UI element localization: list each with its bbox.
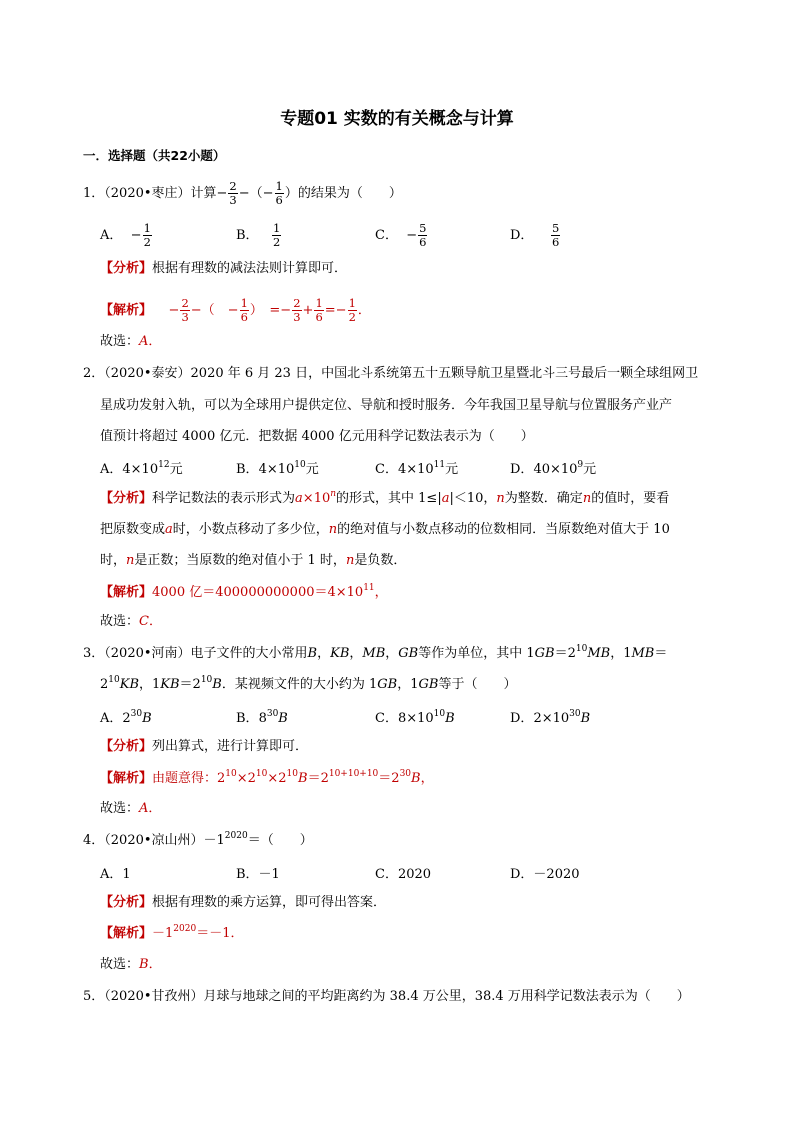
q3-l1-c3: ， bbox=[385, 646, 399, 661]
q2-option-c-base: 4×10 bbox=[397, 462, 434, 477]
q3-option-a-exp: 30 bbox=[130, 709, 143, 719]
q3-option-d-unit: B bbox=[580, 711, 591, 726]
q1-option-d bbox=[510, 222, 561, 249]
q3-l1-mid2: ，1 bbox=[610, 646, 632, 661]
q2-option-d bbox=[510, 458, 596, 477]
q3-l2-kb: KB bbox=[119, 677, 139, 692]
q1-sol-f2n: 1 bbox=[240, 296, 248, 310]
q1-sol-p4: + bbox=[302, 303, 314, 318]
q1-option-a-num: 1 bbox=[143, 221, 151, 235]
q3-option-c-exp: 10 bbox=[433, 709, 446, 719]
q3-l1-gb: GB bbox=[398, 646, 419, 661]
q2-a2-a: a bbox=[165, 522, 173, 537]
q1-option-c-label: C． bbox=[375, 228, 398, 243]
q3-l2-gb2: GB bbox=[418, 677, 439, 692]
q1-analysis-tag: 【分析】 bbox=[100, 261, 153, 276]
q2-sol-end: ， bbox=[374, 585, 388, 600]
q1-sol-p1: − bbox=[168, 303, 180, 318]
q2-option-b-unit: 元 bbox=[305, 462, 319, 477]
q3-l1-pre: 3．（2020•河南）电子文件的大小常用 bbox=[83, 646, 308, 661]
q1-option-a-sign: − bbox=[130, 228, 142, 243]
q3-l2-gb: GB bbox=[377, 677, 398, 692]
q3-solution bbox=[100, 770, 434, 788]
q4-stem-end: ＝（ ） bbox=[247, 833, 313, 848]
q3-l1-mb3: MB bbox=[631, 646, 655, 661]
q3-option-b-label: B． bbox=[236, 711, 259, 726]
q4-analysis-text: 根据有理数的乘方运算，即可得出答案． bbox=[152, 895, 387, 910]
q2-option-c-exp: 11 bbox=[433, 460, 446, 470]
q3-l2-mid: ，1 bbox=[139, 677, 161, 692]
q3-l1-mid: 等作为单位，其中 1 bbox=[418, 646, 535, 661]
q2-solution-tag: 【解析】 bbox=[100, 585, 153, 600]
q2-a3-pre: 时， bbox=[100, 553, 127, 568]
q3-l1-c1: ， bbox=[317, 646, 331, 661]
q1-option-c bbox=[375, 222, 428, 249]
q4-answer-prefix: 故选： bbox=[100, 957, 140, 972]
q2-option-b bbox=[236, 458, 319, 477]
question-4-stem bbox=[83, 832, 313, 850]
section-heading: 一．选择题（共22小题） bbox=[83, 148, 226, 163]
q1-sol-f4d: 6 bbox=[315, 310, 323, 324]
question-3-line-1 bbox=[83, 645, 667, 663]
q2-option-c-label: C． bbox=[375, 462, 398, 477]
q2-option-b-base: 4×10 bbox=[258, 462, 295, 477]
q2-analysis-line-3 bbox=[100, 552, 406, 570]
q3-sol-b2: B bbox=[411, 771, 421, 786]
q1-sol-frac4 bbox=[314, 297, 323, 324]
q1-sol-f2d: 6 bbox=[240, 310, 248, 324]
q4-stem-pre: 4．（2020•凉山州）－1 bbox=[83, 833, 225, 848]
q3-option-d-base: 2×10 bbox=[533, 711, 570, 726]
q2-a3-mid: 是正数；当原数的绝对值小于 1 时， bbox=[134, 553, 346, 568]
q3-option-d-label: D． bbox=[510, 711, 534, 726]
q1-sol-frac1 bbox=[180, 297, 189, 324]
q3-sol-eq2: ＝2 bbox=[378, 771, 400, 786]
q4-option-d: D．－2020 bbox=[510, 867, 580, 882]
q1-answer bbox=[100, 333, 161, 351]
q2-a3-n: n bbox=[126, 553, 135, 568]
q2-answer-value: C bbox=[139, 614, 149, 629]
q1-sol-f1d: 3 bbox=[181, 310, 189, 324]
q1-option-c-den: 6 bbox=[419, 235, 427, 249]
q1-sol-frac3 bbox=[292, 297, 301, 324]
q3-option-a-unit: B bbox=[142, 711, 152, 726]
q4-analysis-tag: 【分析】 bbox=[100, 895, 153, 910]
q2-option-b-exp: 10 bbox=[294, 460, 306, 470]
q1-analysis bbox=[100, 260, 347, 278]
q2-option-a-exp: 12 bbox=[158, 460, 170, 470]
q1-option-a-den: 2 bbox=[143, 235, 151, 249]
q2-option-d-exp: 9 bbox=[577, 460, 584, 470]
q2-a3-end: 是负数． bbox=[354, 553, 407, 568]
q3-l2-kb2: KB bbox=[160, 677, 180, 692]
q1-option-a-label: A． bbox=[100, 228, 123, 243]
q3-option-c-label: C． bbox=[375, 711, 398, 726]
q2-a2-n: n bbox=[328, 522, 338, 537]
q3-option-c-unit: B bbox=[445, 711, 455, 726]
q1-option-d-den: 6 bbox=[551, 235, 560, 249]
q3-l2-mid2: ．某视频文件的大小约为 1 bbox=[221, 677, 378, 692]
q1-option-c-num: 5 bbox=[419, 221, 427, 235]
q2-solution bbox=[100, 584, 388, 602]
q1-frac1-num: 2 bbox=[229, 179, 237, 193]
q4-sol-end: ＝－1． bbox=[196, 926, 244, 941]
q2-option-a-label: A． bbox=[100, 462, 123, 477]
q3-sol-pre: 由题意得：2 bbox=[152, 771, 226, 786]
q4-sol-exp: 2020 bbox=[173, 924, 197, 934]
q4-option-c: C．2020 bbox=[375, 867, 432, 882]
q1-option-a-fraction bbox=[143, 222, 152, 249]
q2-a2-mid: 时，小数点移动了多少位， bbox=[172, 522, 329, 537]
q3-l2-b: B bbox=[212, 677, 222, 692]
q3-analysis bbox=[100, 738, 308, 756]
question-1-stem bbox=[83, 180, 402, 207]
q1-option-b-num: 1 bbox=[272, 221, 281, 235]
q3-l2-exp2: 10 bbox=[200, 675, 213, 685]
q1-sol-f3n: 2 bbox=[293, 296, 301, 310]
q4-stem-exp: 2020 bbox=[224, 831, 248, 841]
q1-frac2-num: 1 bbox=[275, 179, 283, 193]
q3-l1-gb2: GB bbox=[534, 646, 555, 661]
q1-stem-prefix: 1．（2020•枣庄）计算− bbox=[83, 186, 228, 201]
q1-sol-p6: ． bbox=[357, 303, 371, 318]
q2-analysis-tag: 【分析】 bbox=[100, 491, 153, 506]
q3-sol-eq: ＝2 bbox=[307, 771, 329, 786]
q2-a1-n3: n bbox=[582, 491, 592, 506]
q1-option-d-label: D． bbox=[510, 228, 534, 243]
q2-option-d-base: 40×10 bbox=[533, 462, 578, 477]
q2-analysis-line-1 bbox=[100, 490, 669, 508]
q1-stem-suffix: ）的结果为（ ） bbox=[284, 186, 402, 201]
q3-l1-c2: ， bbox=[349, 646, 363, 661]
q1-option-c-sign: − bbox=[406, 228, 418, 243]
q1-answer-value: A bbox=[139, 334, 149, 349]
q4-answer bbox=[100, 956, 162, 974]
q3-option-b-exp: 30 bbox=[266, 709, 279, 719]
q3-l2-exp: 10 bbox=[108, 675, 120, 685]
q2-a3-n2: n bbox=[345, 553, 355, 568]
q3-option-c bbox=[375, 707, 455, 726]
q3-answer-suffix: ． bbox=[148, 801, 162, 816]
q3-answer bbox=[100, 800, 161, 818]
q2-option-a bbox=[100, 458, 183, 477]
q1-analysis-text: 根据有理数的减法法则计算即可． bbox=[152, 261, 348, 276]
q1-frac2-den: 6 bbox=[275, 193, 283, 207]
page-title: 专题01 实数的有关概念与计算 bbox=[280, 109, 514, 129]
q3-l1-mb: MB bbox=[362, 646, 386, 661]
q1-option-b bbox=[236, 222, 282, 249]
q1-sol-p5: =− bbox=[324, 303, 347, 318]
q3-l2-base: 2 bbox=[100, 677, 109, 692]
q3-option-b bbox=[236, 707, 288, 726]
q4-sol-pre: －1 bbox=[152, 926, 174, 941]
q2-a1-a: a bbox=[295, 491, 303, 506]
q1-option-b-fraction bbox=[272, 222, 281, 249]
q2-answer bbox=[100, 613, 162, 631]
q2-option-d-label: D． bbox=[510, 462, 534, 477]
q2-a2-pre: 把原数变成 bbox=[100, 522, 166, 537]
q3-option-b-unit: B bbox=[278, 711, 288, 726]
q3-l1-mb2: MB bbox=[587, 646, 611, 661]
q3-l2-mid3: ，1 bbox=[397, 677, 419, 692]
q2-a2-end: 的绝对值与小数点移动的位数相同．当原数绝对值大于 10 bbox=[337, 522, 670, 537]
q1-option-a bbox=[100, 222, 153, 249]
q2-a1-pre: 科学记数法的表示形式为 bbox=[152, 491, 296, 506]
q2-option-c bbox=[375, 458, 458, 477]
q2-sol-exp: 11 bbox=[363, 583, 375, 593]
q2-a1-mid2: |＜10， bbox=[449, 491, 497, 506]
q3-answer-prefix: 故选： bbox=[100, 801, 140, 816]
q3-option-d bbox=[510, 707, 590, 726]
q2-analysis-line-2 bbox=[100, 521, 670, 539]
q1-sol-f5n: 1 bbox=[348, 296, 356, 310]
q3-l2-end: 等于（ ） bbox=[438, 677, 517, 692]
q3-solution-tag: 【解析】 bbox=[100, 771, 153, 786]
q3-analysis-tag: 【分析】 bbox=[100, 739, 153, 754]
q3-option-c-base: 8×10 bbox=[397, 711, 434, 726]
q2-a1-n2: n bbox=[496, 491, 505, 506]
q3-option-a-base: 2 bbox=[122, 711, 131, 726]
q3-sol-b1: B bbox=[298, 771, 308, 786]
q3-l1-kb: KB bbox=[330, 646, 350, 661]
q1-sol-p2: −（ − bbox=[190, 303, 239, 318]
q3-option-b-base: 8 bbox=[258, 711, 267, 726]
q3-l2-eq: ＝2 bbox=[179, 677, 201, 692]
q3-sol-e2: 10 bbox=[255, 769, 268, 779]
q2-option-d-unit: 元 bbox=[583, 462, 597, 477]
q3-l1-exp: 10 bbox=[575, 644, 588, 654]
q1-sol-frac2 bbox=[240, 297, 249, 324]
q2-answer-prefix: 故选： bbox=[100, 614, 140, 629]
q1-sol-f3d: 3 bbox=[293, 310, 301, 324]
q1-option-d-num: 5 bbox=[551, 221, 560, 235]
q4-analysis bbox=[100, 894, 386, 912]
q1-sol-frac5 bbox=[348, 297, 357, 324]
q1-solution-tag: 【解析】 bbox=[100, 303, 153, 318]
q3-option-d-exp: 30 bbox=[569, 709, 581, 719]
q2-option-b-label: B． bbox=[236, 462, 259, 477]
q3-sol-e3: 10 bbox=[286, 769, 298, 779]
q1-sol-f5d: 2 bbox=[348, 310, 356, 324]
q1-option-b-den: 2 bbox=[272, 235, 281, 249]
q4-solution bbox=[100, 925, 243, 943]
q1-solution bbox=[100, 297, 371, 324]
q3-sol-e1: 10 bbox=[225, 769, 237, 779]
q1-answer-prefix: 故选： bbox=[100, 334, 140, 349]
question-5-stem: 5．（2020•甘孜州）月球与地球之间的平均距离约为 38.4 万公里，38.4 万用科学记数法表示为（ ） bbox=[83, 989, 690, 1004]
q2-option-a-base: 4×10 bbox=[122, 462, 159, 477]
q1-sol-p3: ） =− bbox=[249, 303, 292, 318]
q2-answer-suffix: ． bbox=[148, 614, 162, 629]
q3-answer-value: A bbox=[139, 801, 149, 816]
q1-answer-suffix: ． bbox=[148, 334, 162, 349]
q3-option-a-label: A． bbox=[100, 711, 123, 726]
q1-sol-f1n: 2 bbox=[181, 296, 189, 310]
q4-answer-value: B bbox=[139, 957, 149, 972]
question-2-line-1: 2．（2020•泰安）2020 年 6 月 23 日，中国北斗系统第五十五颗导航卫星暨北斗三号最后一颗全球组网卫 bbox=[83, 366, 699, 381]
q3-sol-e5: 30 bbox=[399, 769, 412, 779]
q3-sol-e4: 10+10+10 bbox=[328, 769, 379, 779]
question-3-line-2 bbox=[100, 676, 516, 694]
q2-sol-text: 4000 亿＝400000000000＝4×10 bbox=[152, 585, 364, 600]
q2-option-c-unit: 元 bbox=[445, 462, 459, 477]
q3-sol-t1: ×2 bbox=[236, 771, 256, 786]
q2-a1-mid3: 为整数．确定 bbox=[504, 491, 583, 506]
q1-option-d-fraction bbox=[551, 222, 560, 249]
question-2-line-2: 星成功发射入轨，可以为全球用户提供定位、导航和授时服务．今年我国卫星导航与位置服务产业产 bbox=[100, 398, 673, 413]
q2-a1-end: 的值时，要看 bbox=[591, 491, 670, 506]
q1-sol-f4n: 1 bbox=[315, 296, 323, 310]
q1-frac1-den: 3 bbox=[229, 193, 237, 207]
q2-a1-a2: a bbox=[441, 491, 450, 506]
q4-option-a: A．1 bbox=[100, 867, 131, 882]
q2-option-a-unit: 元 bbox=[169, 462, 183, 477]
q3-analysis-text: 列出算式，进行计算即可． bbox=[152, 739, 309, 754]
q3-sol-t2: ×2 bbox=[267, 771, 287, 786]
q3-option-a bbox=[100, 707, 152, 726]
q2-a1-times: ×10 bbox=[302, 491, 331, 506]
q1-option-c-fraction bbox=[418, 222, 427, 249]
q3-l1-end: ＝ bbox=[654, 646, 668, 661]
question-2-line-3: 值预计将超过 4000 亿元．把数据 4000 亿元用科学记数法表示为（ ） bbox=[100, 429, 534, 444]
q1-option-b-label: B． bbox=[236, 228, 259, 243]
q1-fraction-2 bbox=[275, 180, 284, 207]
q2-a1-mid: 的形式，其中 1≤| bbox=[336, 491, 442, 506]
q3-l1-eq: ＝2 bbox=[554, 646, 576, 661]
q3-l1-b: B bbox=[307, 646, 318, 661]
q1-stem-mid: −（− bbox=[238, 186, 274, 201]
q2-a1-n: n bbox=[330, 489, 337, 499]
q4-solution-tag: 【解析】 bbox=[100, 926, 153, 941]
q3-sol-end: ， bbox=[420, 771, 434, 786]
q1-fraction-1 bbox=[228, 180, 237, 207]
q4-option-b: B．－1 bbox=[236, 867, 280, 882]
q4-answer-suffix: ． bbox=[148, 957, 162, 972]
